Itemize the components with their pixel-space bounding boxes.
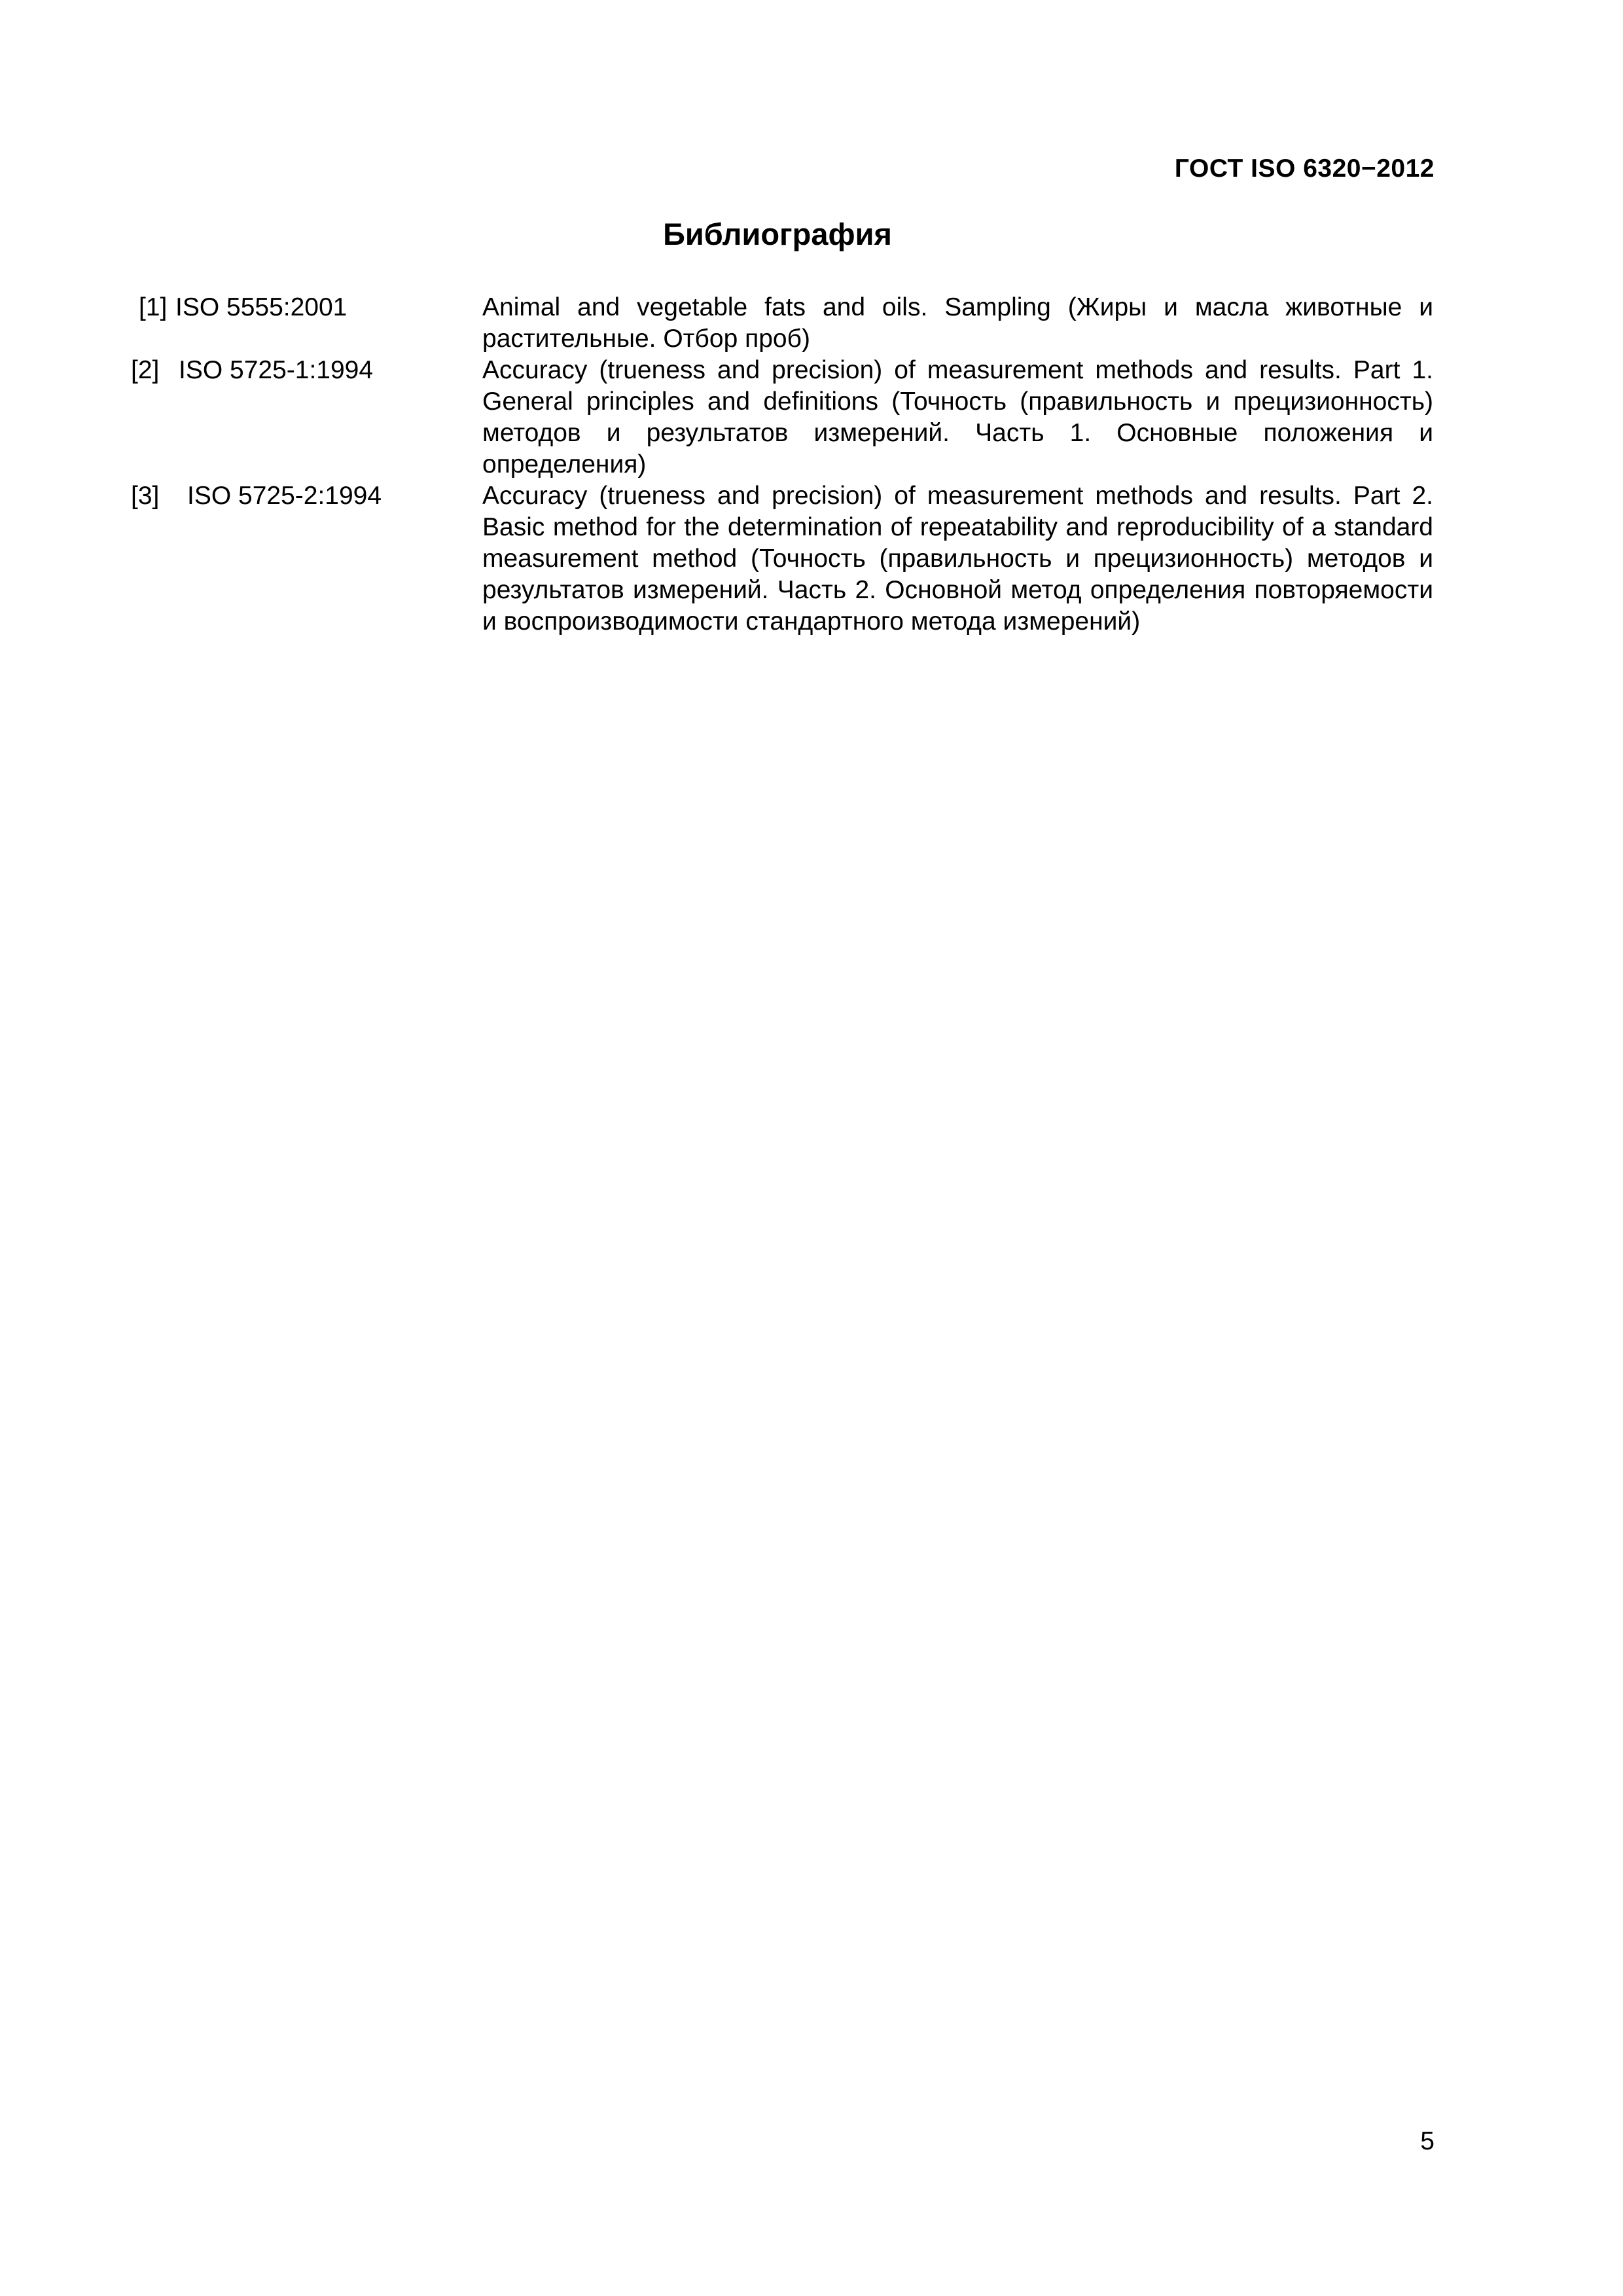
reference-code: ISO 5555:2001 [175,293,348,321]
reference-description: Accuracy (trueness and precision) of measurement methods and results. Part 2. Basic method for the determination of repeatability and reproducibility of a standard measurement method (Точность (правильность и прецизионность) методов и результатов измерений. Часть 2. Основной метод определения повторяемости и воспроизводимости стандартного метода измерений) [482,482,1433,636]
reference-description: Accuracy (trueness and precision) of measurement methods and results. Part 1. General principles and definitions (Точность (правильность и прецизионность) методов и результатов измерений. Часть 1. Основные положения и определения) [482,356,1433,478]
reference-code: ISO 5725-2:1994 [187,482,382,510]
reference-number: [2] [131,356,160,384]
bibliography-list [131,292,1433,637]
reference-number: [1] [139,293,168,321]
page-number: 5 [1420,2127,1435,2155]
bibliography-reference [131,355,482,386]
reference-code: ISO 5725-1:1994 [179,356,374,384]
bibliography-reference [131,292,482,323]
reference-description: Animal and vegetable fats and oils. Sampling (Жиры и масла животные и растительные. Отбор проб) [482,293,1433,353]
document-code-header: ГОСТ ISO 6320−2012 [1174,154,1435,183]
reference-number: [3] [131,482,160,510]
bibliography-entry [131,292,1433,355]
bibliography-entry [131,355,1433,480]
bibliography-reference [131,480,482,512]
bibliography-title: Библиография [663,217,892,251]
bibliography-entry [131,480,1433,637]
